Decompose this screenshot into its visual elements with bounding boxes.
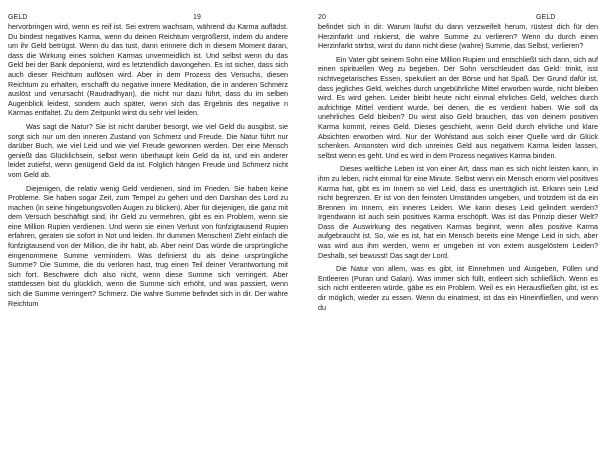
paragraph: Was sagt die Natur? Sie ist nicht darüber besorgt, wie viel Geld du ausgibst, sie sorgt sich nur um den inneren Zustand von Schmerz und Freude. Die Natur führt nur darüber Buch, wie viel Leid und wie viel Freude gewonnen werden. Der eine Mensch genießt das Glücklichsein, selbst wenn überhaupt kein Geld da ist, und ein anderer leidet zutiefst, wenn genügend Geld da ist. Folglich hängen Freude und Schmerz nicht vom Geld ab.: [8, 121, 288, 179]
paragraph: Dieses weltliche Leben ist von einer Art, dass man es sich nicht leisten kann, in ihm zu leben, nicht einmal für eine Minute. Selbst wenn ein Mensch enorm viel positives Karma hat, gibt es im Innern so viel Leid, dass es unerträglich ist. Erkann sein Leid nicht begrenzen. Er ist von den feinsten Umständen umgeben, und trotzdem ist da ein Brennen im Innern, ein inneres Leiden. Wie kann dieses Leid gelindert werden? Irgendwann ist auch sein positives Karma erschöpft. Was ist das Prinzip dieser Welt? Dass die Auswirkung des negativen Karmas beginnt, wenn alles positive Karma aufgebraucht ist. So, wie es ist, hat ein Mensch bereits eine Menge Leid in sich, aber was wird aus ihm werden, wenn er umgeben ist von extern ausgelöstem Leiden? Deshalb, sei bewusst! Das sagt der Lord.: [318, 164, 598, 260]
right-page-header: [318, 0, 598, 22]
paragraph: Diejenigen, die relativ wenig Geld verdienen, sind im Frieden. Sie haben keine Probleme. Sie haben sogar Zeit, zum Tempel zu gehen und den Darshan des Lord zu machen (in seine hingebungsvollen Augen zu blicken). Aber für diejenigen, die ganz mit dem Versuch beschäftigt sind, ihr Geld zu vermehren, gibt es ein Problem, wenn sie eine Million Rupien verdienen. Und wenn sie einen Verlust von fünfzigtausend Rupien erfahren, geraten sie sofort in Not und leiden. Ihr dummen Menschen! Zieht einfach die fünfzigtausend von der Million, die ihr habt, ab. Aber nein! Das würde die ursprüngliche eingenommene Summe vermindern. Was definierst du als deine ursprüngliche Summe? Die Summe, die du verloren hast, trug einen Teil deiner Verantwortung mit sich fort. Beschwere dich also nicht, wenn diese Summe sich verringert. Aber stattdessen bist du glücklich, wenn die Summe sich erhöht, und was passiert, wenn sich die Summe verringert? Schmerz. Die wahre Summe befindet sich in dir. Der wahre Reichtum: [8, 183, 288, 308]
paragraph: Die Natur von allem, was es gibt, ist Einnehmen und Ausgeben, Füllen und Entleeren (Puran und Galan). Was immer sich füllt, entleert sich schließlich. Wenn es sich nicht entleeren würde, gäbe es ein Problem. Weil es ein Herausfließen gibt, ist es dir möglich, wieder zu essen. Wenn du einatmest, ist das ein Hineinfließen, und wenn du: [318, 264, 598, 312]
page-number: 19: [193, 14, 201, 21]
paragraph: Ein Vater gibt seinem Sohn eine Million Rupien und entschließt sich dann, sich auf einen spirituellen Weg zu begeben. Der Sohn verschleudert das Geld: trinkt, isst nichtvegetarisches Essen, spekuliert an der Börse und hat Spaß. Der Grund dafür ist, dass jegliches Geld, welches durch ungebührliche Mittel erworben wurde, nicht bleiben wird. Es wird gehen. Leider bleibt heute nicht einmal ehrliches Geld, welches durch aufrichtige Mittel verdient wurde, bei denen, die es verdient haben. Wie soll da unehrliches Geld bleiben? Du wirst also Geld brauchen, das von deinem positiven Karma kommt, reines Geld. Dieses geschieht, wenn Geld durch ehrliche und klare Absichten erworben wird. Nur der Wohlstand aus solch einer Quelle wird dir Glück schenken. Ansonsten wird dich unreines Geld aus negativem Karma leiden lassen, selbst wenn es geht. Und es wird in dem Prozess negatives Karma binden.: [318, 54, 598, 160]
running-title: GELD: [536, 14, 556, 21]
left-page: [8, 0, 288, 465]
left-page-header: [8, 0, 288, 22]
paragraph: hervorbringen wird, wenn es reif ist. Sei extrem wachsam, während du Karma auflädst. Du bindest negatives Karma, wenn du deinen Reichtum vergrößerst, indem du andere um ihr Geld betrügst. Wenn du das tust, dann erinnere dich in diesem Moment daran, dass die Wirkung eines solchen Karmas unvermeidlich ist. Und selbst wenn du das Geld bei der Bank deponierst, wird es letztendlich davongehen. Es ist sicher, dass sich auch dieser Reichtum auflösen wird. Aber in dem Prozess des Versuchs, diesen Reichtum zu erhalten, erschafft du negative innere Meditation, die in anderen Schmerz auslöst und verursacht (Raudradhyan), die nicht nur dazu führt, dass du im selben Augenblick leidest, sondem auch später, wenn sich das Ergebnis des negative n Karmas entfaltet. Zu dem Zeitpunkt wirst du sehr viel leiden.: [8, 22, 288, 118]
right-page-body: [318, 22, 598, 312]
running-title: GELD: [8, 14, 28, 21]
left-page-body: [8, 22, 288, 308]
right-page: [318, 0, 598, 465]
page-number: 20: [318, 14, 326, 21]
paragraph: befindet sich in dir. Warum läufst du dann verzweifelt herum, rüstest dich für den Herzinfarkt und riskierst, die wahre Summe zu verlieren? Wenn du durch einen Herzinfarkt stirbst, wirst du dann nicht diese (wahre) Summe, das Selbst, verlieren?: [318, 22, 598, 51]
